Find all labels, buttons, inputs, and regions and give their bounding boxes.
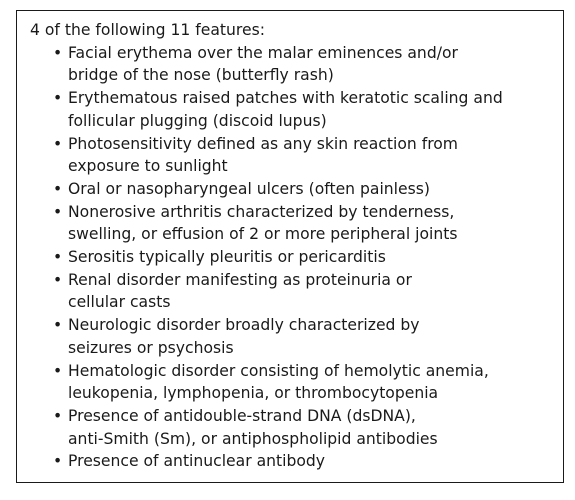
criteria-item (30, 201, 555, 246)
criteria-item (30, 360, 555, 405)
criteria-item-text (68, 452, 325, 470)
criteria-item (30, 450, 555, 473)
bullet-icon: • (53, 452, 63, 471)
criteria-item (30, 269, 555, 314)
criteria-item-line: swelling, or effusion of 2 or more peripheral joints (68, 225, 458, 244)
criteria-item (30, 87, 555, 132)
criteria-item-line: Presence of antinuclear antibody (68, 452, 326, 471)
bullet-icon: • (53, 248, 63, 267)
bullet-icon: • (53, 270, 63, 289)
criteria-box (16, 10, 564, 483)
criteria-item-line: anti-Smith (Sm), or antiphospholipid antibodies (68, 429, 438, 448)
criteria-item (30, 246, 555, 269)
criteria-item (30, 133, 555, 178)
criteria-item-line: Nonerosive arthritis characterized by tenderness, (68, 202, 455, 221)
bullet-icon: • (53, 89, 63, 108)
criteria-item-text (68, 362, 489, 403)
criteria-item-line: Renal disorder manifesting as proteinuria or (68, 270, 412, 289)
criteria-item-text (68, 89, 503, 130)
bullet-icon: • (53, 316, 63, 335)
criteria-item-text (68, 248, 386, 266)
criteria-list (30, 42, 555, 473)
bullet-icon: • (53, 406, 63, 425)
criteria-item-line: Oral or nasopharyngeal ulcers (often painless) (68, 179, 430, 198)
criteria-intro: 4 of the following 11 features: (30, 21, 265, 39)
criteria-item-line: Neurologic disorder broadly characterized by (68, 316, 420, 335)
criteria-item (30, 178, 555, 201)
criteria-item-line: Presence of antidouble-strand DNA (dsDNA), (68, 406, 416, 425)
criteria-item-text (68, 203, 457, 244)
criteria-item-text (68, 271, 412, 312)
criteria-item-line: Hematologic disorder consisting of hemolytic anemia, (68, 361, 489, 380)
criteria-item-text (68, 407, 438, 448)
criteria-item-line: seizures or psychosis (68, 338, 234, 357)
criteria-item-text (68, 135, 458, 176)
bullet-icon: • (53, 202, 63, 221)
criteria-item-line: cellular casts (68, 293, 171, 312)
bullet-icon: • (53, 134, 63, 153)
criteria-item (30, 314, 555, 359)
criteria-item-line: Erythematous raised patches with keratotic scaling and (68, 89, 503, 108)
criteria-item-line: Serositis typically pleuritis or pericarditis (68, 248, 386, 267)
criteria-item-line: exposure to sunlight (68, 157, 228, 176)
criteria-item-text (68, 180, 430, 198)
criteria-item-text (68, 316, 420, 357)
criteria-item-line: bridge of the nose (butterfly rash) (68, 66, 334, 85)
bullet-icon: • (53, 179, 63, 198)
bullet-icon: • (53, 361, 63, 380)
bullet-icon: • (53, 43, 63, 62)
criteria-item-line: Facial erythema over the malar eminences and/or (68, 43, 458, 62)
criteria-item-line: Photosensitivity defined as any skin reaction from (68, 134, 458, 153)
criteria-item-line: follicular plugging (discoid lupus) (68, 111, 327, 130)
criteria-item-line: leukopenia, lymphopenia, or thrombocytopenia (68, 384, 439, 403)
criteria-item (30, 42, 555, 87)
criteria-item (30, 405, 555, 450)
criteria-item-text (68, 44, 458, 85)
